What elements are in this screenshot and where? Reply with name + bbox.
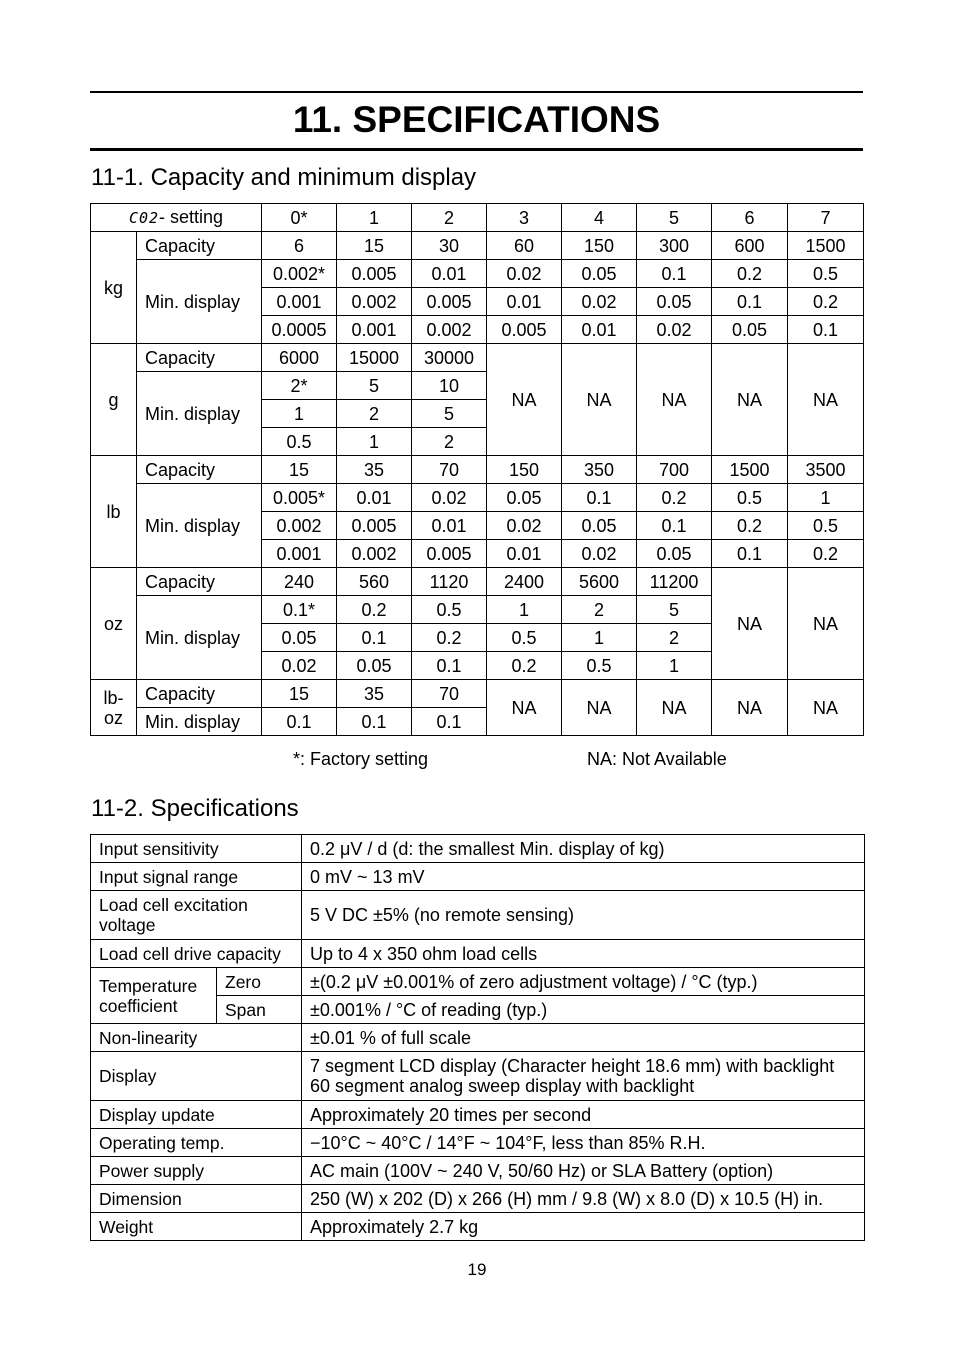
spec-row bbox=[91, 1052, 865, 1101]
min-cell: 0.05 bbox=[487, 484, 562, 512]
min-cell: 0.002 bbox=[262, 512, 337, 540]
min-cell: 0.002 bbox=[412, 316, 487, 344]
spec-value: 0 mV ~ 13 mV bbox=[302, 863, 865, 891]
na-cell: NA bbox=[788, 568, 864, 680]
capacity-cell: 30000 bbox=[412, 344, 487, 372]
spec-label-line: voltage bbox=[99, 915, 156, 935]
spec-value bbox=[302, 1052, 865, 1101]
min-cell: 1 bbox=[337, 428, 412, 456]
spec-label: Operating temp. bbox=[91, 1129, 302, 1157]
setting-cell: 4 bbox=[562, 204, 637, 232]
capacity-cell: 560 bbox=[337, 568, 412, 596]
capacity-cell: 240 bbox=[262, 568, 337, 596]
title-bottom-rule bbox=[90, 148, 863, 151]
min-cell: 10 bbox=[412, 372, 487, 400]
min-cell: 0.005 bbox=[412, 288, 487, 316]
min-cell: 0.05 bbox=[562, 260, 637, 288]
min-cell: 0.02 bbox=[637, 316, 712, 344]
min-cell: 0.2 bbox=[712, 260, 788, 288]
unit-lb: lb bbox=[91, 456, 137, 568]
min-cell: 0.1 bbox=[712, 540, 788, 568]
capacity-cell: 11200 bbox=[637, 568, 712, 596]
spec-row bbox=[91, 1129, 865, 1157]
min-cell: 0.02 bbox=[262, 652, 337, 680]
spec-row bbox=[91, 968, 865, 996]
na-cell: NA bbox=[562, 680, 637, 736]
spec-label-line: Temperature bbox=[99, 975, 198, 996]
min-cell: 0.005 bbox=[412, 540, 487, 568]
min-cell: 0.5 bbox=[412, 596, 487, 624]
spec-value: 250 (W) x 202 (D) x 266 (H) mm / 9.8 (W) x 8.0 (D) x 10.5 (H) in. bbox=[302, 1185, 865, 1213]
min-cell: 0.5 bbox=[262, 428, 337, 456]
na-cell: NA bbox=[788, 344, 864, 456]
min-cell: 0.2 bbox=[487, 652, 562, 680]
spec-label: Input sensitivity bbox=[91, 835, 302, 863]
capacity-cell: 70 bbox=[412, 456, 487, 484]
min-display-label: Min. display bbox=[137, 596, 262, 680]
spec-value: Approximately 20 times per second bbox=[302, 1101, 865, 1129]
min-cell: 0.05 bbox=[337, 652, 412, 680]
min-cell: 0.01 bbox=[412, 512, 487, 540]
spec-row bbox=[91, 1185, 865, 1213]
spec-row bbox=[91, 940, 865, 968]
capacity-cell: 2400 bbox=[487, 568, 562, 596]
setting-suffix: - setting bbox=[159, 207, 224, 227]
na-cell: NA bbox=[637, 344, 712, 456]
spec-value: ±0.01 % of full scale bbox=[302, 1024, 865, 1052]
min-cell: 0.02 bbox=[412, 484, 487, 512]
note-factory-setting: *: Factory setting bbox=[293, 749, 429, 769]
na-cell: NA bbox=[788, 680, 864, 736]
capacity-cell: 600 bbox=[712, 232, 788, 260]
capacity-cell: 1120 bbox=[412, 568, 487, 596]
min-cell: 1 bbox=[788, 484, 864, 512]
section-heading-capacity: 11-1. Capacity and minimum display bbox=[91, 164, 477, 191]
na-cell: NA bbox=[712, 680, 788, 736]
spec-label bbox=[91, 891, 302, 940]
spec-label-line: coefficient bbox=[99, 995, 178, 1016]
kg-min-row bbox=[91, 260, 864, 288]
spec-row bbox=[91, 1213, 865, 1241]
capacity-cell: 350 bbox=[562, 456, 637, 484]
unit-kg: kg bbox=[91, 232, 137, 344]
spec-value-line: 60 segment analog sweep display with backlight bbox=[310, 1076, 695, 1096]
unit-lb-oz-line2: oz bbox=[103, 707, 123, 728]
spec-label: Display bbox=[91, 1052, 302, 1101]
na-cell: NA bbox=[712, 344, 788, 456]
capacity-cell: 15000 bbox=[337, 344, 412, 372]
min-cell: 1 bbox=[487, 596, 562, 624]
capacity-label: Capacity bbox=[137, 680, 262, 708]
spec-label-line: Load cell excitation bbox=[99, 895, 248, 915]
min-cell: 0.2 bbox=[712, 512, 788, 540]
min-cell: 0.01 bbox=[337, 484, 412, 512]
min-cell: 0.01 bbox=[487, 540, 562, 568]
capacity-cell: 35 bbox=[337, 456, 412, 484]
min-cell: 0.1 bbox=[337, 708, 412, 736]
min-display-label: Min. display bbox=[137, 260, 262, 344]
min-cell: 0.01 bbox=[487, 288, 562, 316]
min-cell: 0.02 bbox=[562, 540, 637, 568]
min-cell: 0.001 bbox=[262, 288, 337, 316]
min-cell: 1 bbox=[262, 400, 337, 428]
min-cell: 0.1 bbox=[412, 708, 487, 736]
capacity-cell: 150 bbox=[562, 232, 637, 260]
spec-label: Non-linearity bbox=[91, 1024, 302, 1052]
min-display-label: Min. display bbox=[137, 484, 262, 568]
min-cell: 5 bbox=[637, 596, 712, 624]
min-cell: 0.2 bbox=[788, 288, 864, 316]
capacity-cell: 15 bbox=[337, 232, 412, 260]
min-cell: 0.005 bbox=[487, 316, 562, 344]
capacity-cell: 300 bbox=[637, 232, 712, 260]
min-cell: 0.5 bbox=[788, 512, 864, 540]
kg-capacity-row bbox=[91, 232, 864, 260]
min-cell: 0.05 bbox=[637, 540, 712, 568]
spec-row bbox=[91, 1157, 865, 1185]
min-cell: 0.0005 bbox=[262, 316, 337, 344]
min-cell: 0.005 bbox=[337, 512, 412, 540]
min-cell: 0.05 bbox=[262, 624, 337, 652]
setting-cell: 5 bbox=[637, 204, 712, 232]
section-heading-specifications: 11-2. Specifications bbox=[91, 795, 299, 822]
capacity-cell: 3500 bbox=[788, 456, 864, 484]
min-cell: 5 bbox=[412, 400, 487, 428]
min-cell: 0.02 bbox=[487, 260, 562, 288]
min-cell: 0.1 bbox=[712, 288, 788, 316]
na-cell: NA bbox=[562, 344, 637, 456]
unit-oz: oz bbox=[91, 568, 137, 680]
g-capacity-row bbox=[91, 344, 864, 372]
lb-min-row bbox=[91, 484, 864, 512]
capacity-cell: 1500 bbox=[712, 456, 788, 484]
capacity-cell: 700 bbox=[637, 456, 712, 484]
min-cell: 0.02 bbox=[487, 512, 562, 540]
min-cell: 0.5 bbox=[487, 624, 562, 652]
min-cell: 0.05 bbox=[637, 288, 712, 316]
top-rule bbox=[90, 91, 863, 93]
min-cell: 0.2 bbox=[637, 484, 712, 512]
min-cell: 0.002 bbox=[337, 540, 412, 568]
capacity-cell: 6 bbox=[262, 232, 337, 260]
spec-label: Dimension bbox=[91, 1185, 302, 1213]
min-cell: 2* bbox=[262, 372, 337, 400]
spec-label: Power supply bbox=[91, 1157, 302, 1185]
setting-cell: 6 bbox=[712, 204, 788, 232]
unit-g: g bbox=[91, 344, 137, 456]
capacity-cell: 60 bbox=[487, 232, 562, 260]
min-cell: 0.1 bbox=[262, 708, 337, 736]
min-cell: 0.005 bbox=[337, 260, 412, 288]
capacity-cell: 1500 bbox=[788, 232, 864, 260]
min-cell: 0.2 bbox=[412, 624, 487, 652]
setting-cell: 0* bbox=[262, 204, 337, 232]
min-cell: 0.1 bbox=[562, 484, 637, 512]
min-cell: 2 bbox=[337, 400, 412, 428]
min-display-label: Min. display bbox=[137, 372, 262, 456]
setting-header-cell bbox=[91, 204, 262, 232]
min-cell: 0.02 bbox=[562, 288, 637, 316]
capacity-cell: 15 bbox=[262, 456, 337, 484]
capacity-cell: 6000 bbox=[262, 344, 337, 372]
note-not-available: NA: Not Available bbox=[587, 749, 727, 769]
oz-capacity-row bbox=[91, 568, 864, 596]
min-display-label: Min. display bbox=[137, 708, 262, 736]
min-cell: 0.002* bbox=[262, 260, 337, 288]
min-cell: 0.1 bbox=[637, 260, 712, 288]
min-cell: 0.001 bbox=[337, 316, 412, 344]
specifications-table bbox=[90, 834, 865, 1241]
spec-value: −10°C ~ 40°C / 14°F ~ 104°F, less than 85% R.H. bbox=[302, 1129, 865, 1157]
min-cell: 2 bbox=[637, 624, 712, 652]
capacity-cell: 30 bbox=[412, 232, 487, 260]
min-cell: 1 bbox=[637, 652, 712, 680]
spec-sublabel-span: Span bbox=[217, 996, 302, 1024]
capacity-cell: 150 bbox=[487, 456, 562, 484]
spec-value: ±0.001% / °C of reading (typ.) bbox=[302, 996, 865, 1024]
na-cell: NA bbox=[712, 568, 788, 680]
min-cell: 0.5 bbox=[562, 652, 637, 680]
spec-label: Display update bbox=[91, 1101, 302, 1129]
min-cell: 5 bbox=[337, 372, 412, 400]
capacity-label: Capacity bbox=[137, 232, 262, 260]
spec-value: AC main (100V ~ 240 V, 50/60 Hz) or SLA Battery (option) bbox=[302, 1157, 865, 1185]
min-cell: 0.5 bbox=[712, 484, 788, 512]
na-cell: NA bbox=[487, 680, 562, 736]
setting-cell: 2 bbox=[412, 204, 487, 232]
setting-cell: 7 bbox=[788, 204, 864, 232]
page-title: 11. SPECIFICATIONS bbox=[292, 99, 661, 140]
lboz-capacity-row bbox=[91, 680, 864, 708]
spec-label: Weight bbox=[91, 1213, 302, 1241]
min-cell: 2 bbox=[412, 428, 487, 456]
spec-row bbox=[91, 1101, 865, 1129]
min-cell: 0.01 bbox=[562, 316, 637, 344]
capacity-cell: 35 bbox=[337, 680, 412, 708]
min-cell: 0.1* bbox=[262, 596, 337, 624]
min-cell: 0.1 bbox=[637, 512, 712, 540]
capacity-label: Capacity bbox=[137, 568, 262, 596]
min-cell: 0.1 bbox=[337, 624, 412, 652]
min-cell: 0.05 bbox=[562, 512, 637, 540]
min-cell: 0.005* bbox=[262, 484, 337, 512]
lb-capacity-row bbox=[91, 456, 864, 484]
min-cell: 0.01 bbox=[412, 260, 487, 288]
min-cell: 0.002 bbox=[337, 288, 412, 316]
min-cell: 2 bbox=[562, 596, 637, 624]
spec-sublabel-zero: Zero bbox=[217, 968, 302, 996]
capacity-label: Capacity bbox=[137, 344, 262, 372]
na-cell: NA bbox=[487, 344, 562, 456]
spec-value: Up to 4 x 350 ohm load cells bbox=[302, 940, 865, 968]
na-cell: NA bbox=[637, 680, 712, 736]
spec-value-line: 7 segment LCD display (Character height 18.6 mm) with backlight bbox=[310, 1056, 835, 1076]
spec-value: Approximately 2.7 kg bbox=[302, 1213, 865, 1241]
min-cell: 0.1 bbox=[412, 652, 487, 680]
min-cell: 0.1 bbox=[788, 316, 864, 344]
min-cell: 0.2 bbox=[337, 596, 412, 624]
setting-header-row bbox=[91, 204, 864, 232]
capacity-cell: 5600 bbox=[562, 568, 637, 596]
setting-cell: 3 bbox=[487, 204, 562, 232]
page-number: 19 bbox=[467, 1260, 487, 1279]
capacity-cell: 70 bbox=[412, 680, 487, 708]
min-cell: 1 bbox=[562, 624, 637, 652]
spec-label: Input signal range bbox=[91, 863, 302, 891]
spec-value: 5 V DC ±5% (no remote sensing) bbox=[302, 891, 865, 940]
capacity-table bbox=[90, 203, 864, 736]
spec-label: Load cell drive capacity bbox=[91, 940, 302, 968]
spec-row bbox=[91, 891, 865, 940]
unit-lb-oz bbox=[91, 680, 137, 736]
spec-row bbox=[91, 863, 865, 891]
min-cell: 0.2 bbox=[788, 540, 864, 568]
min-cell: 0.001 bbox=[262, 540, 337, 568]
spec-value: ±(0.2 μV ±0.001% of zero adjustment voltage) / °C (typ.) bbox=[302, 968, 865, 996]
min-cell: 0.05 bbox=[712, 316, 788, 344]
setting-cell: 1 bbox=[337, 204, 412, 232]
spec-label bbox=[91, 968, 217, 1024]
spec-row bbox=[91, 835, 865, 863]
spec-value: 0.2 μV / d (d: the smallest Min. display of kg) bbox=[302, 835, 865, 863]
min-cell: 0.5 bbox=[788, 260, 864, 288]
spec-row bbox=[91, 1024, 865, 1052]
unit-lb-oz-line1: lb- bbox=[103, 687, 124, 708]
capacity-label: Capacity bbox=[137, 456, 262, 484]
capacity-cell: 15 bbox=[262, 680, 337, 708]
setting-code-segment-text: C02 bbox=[128, 209, 160, 227]
